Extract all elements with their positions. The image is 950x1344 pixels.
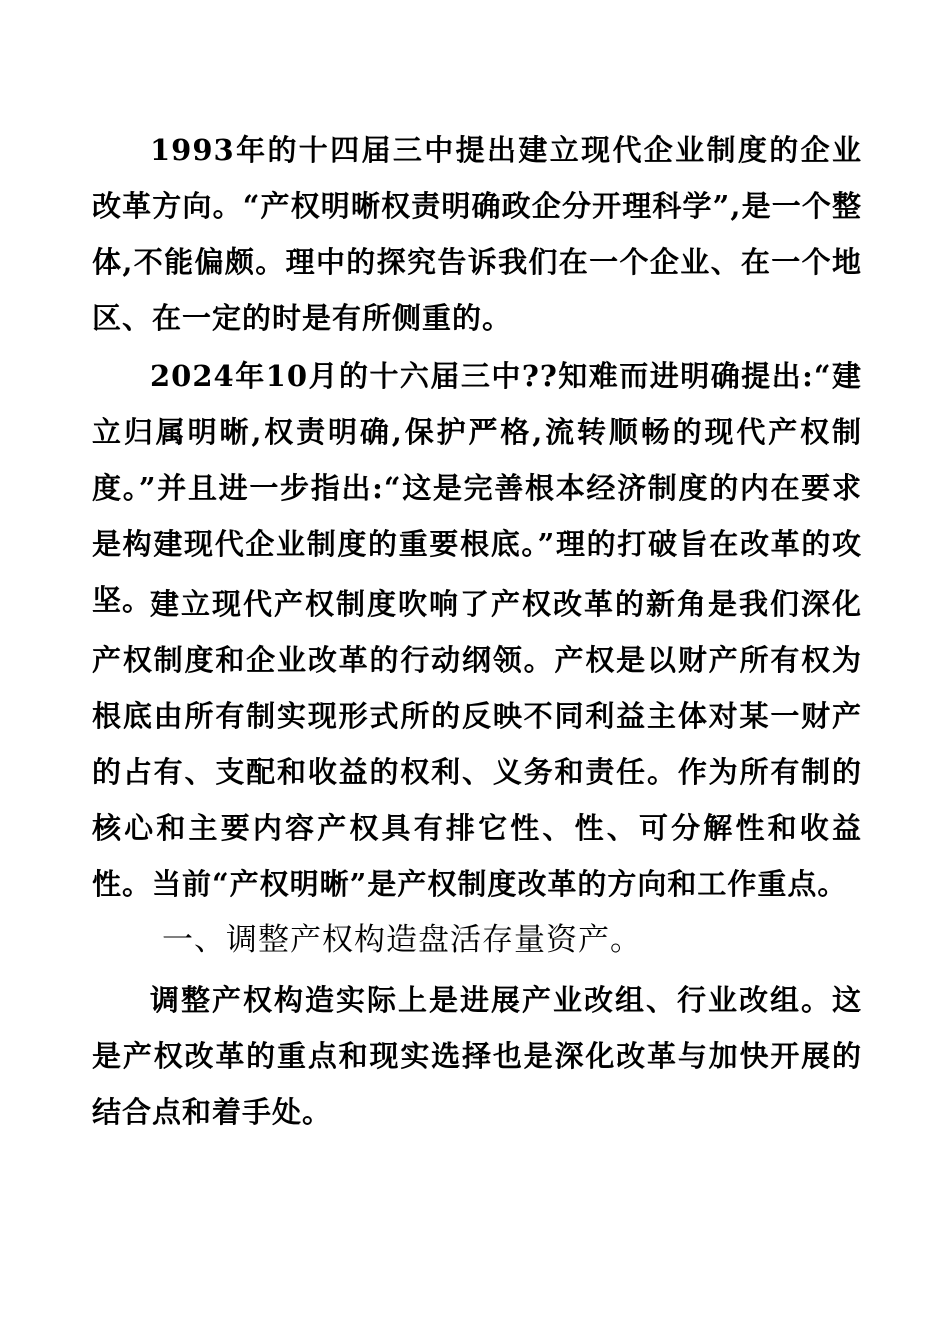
- paragraph-2: 2024年10月的十六届三中??知难而进明确提出:“建立归属明晰,权责明确,保护严格,流转顺畅的现代产权制度。”并且进一步指出:“这是完善根本经济制度的内在要求是构建现代企业制度的重要根底。”理的打破旨在改革的攻坚。: [92, 359, 862, 617]
- section-paragraph: 调整产权构造实际上是进展产业改组、行业改组。这是产权改革的重点和现实选择也是深化改革与加快开展的结合点和着手处。: [92, 983, 862, 1129]
- paragraph-1: 1993年的十四届三中提出建立现代企业制度的企业改革方向。“产权明晰权责明确政企分开理科学”,是一个整体,不能偏颇。理中的探究告诉我们在一个企业、在一个地区、在一定的时是有所侧重的。: [92, 133, 862, 335]
- paragraph-3: 建立现代产权制度吹响了产权改革的新角是我们深化产权制度和企业改革的行动纲领。产权是以财产所有权为根底由所有制实现形式所的反映不同利益主体对某一财产的占有、支配和收益的权利、义务和责任。作为所有制的核心和主要内容产权具有排它性、性、可分解性和收益性。当前“产权明晰”是产权制度改革的方向和工作重点。: [92, 587, 862, 901]
- section-heading: 一、调整产权构造盘活存量资产。: [162, 922, 642, 958]
